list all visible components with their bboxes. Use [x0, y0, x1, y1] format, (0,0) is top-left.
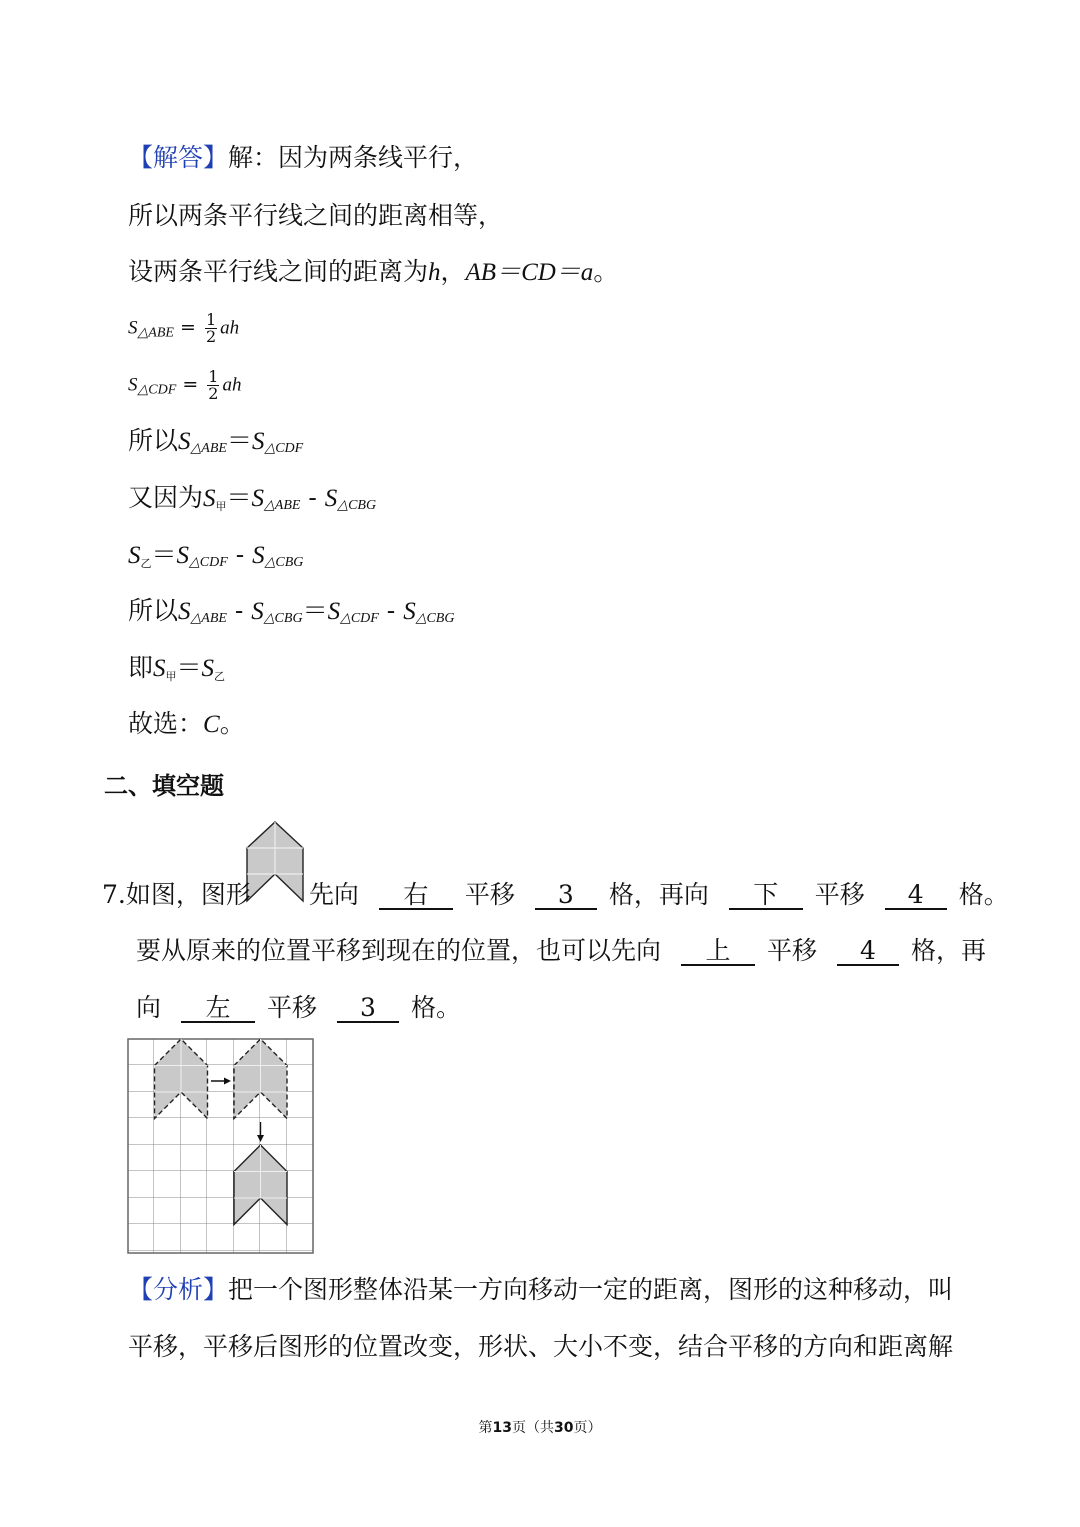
answer-blank-4: 4 — [885, 882, 947, 910]
text: 所以 — [128, 426, 179, 455]
text: 要从原来的位置平移到现在的位置，也可以先向 — [136, 936, 662, 965]
answer-blank-7: 左 — [181, 995, 255, 1023]
subscript: △CBG — [263, 611, 303, 626]
s-symbol: S — [324, 485, 338, 512]
s-symbol: S — [201, 655, 215, 682]
answer-blank-6: 4 — [837, 938, 899, 966]
section-heading: 二、填空题 — [104, 772, 224, 800]
s-symbol: S — [128, 542, 141, 569]
analysis-line-1 — [128, 1277, 953, 1302]
s-symbol: S — [176, 542, 190, 569]
q7-line-3 — [136, 995, 461, 1023]
answer-line-7 — [128, 485, 376, 513]
text: 平移 — [464, 880, 515, 909]
text: 故选： — [128, 709, 204, 738]
denominator: 2 — [205, 327, 217, 346]
q7-intro: 如图，图形 — [125, 880, 251, 909]
equals: ＝ — [302, 596, 328, 625]
equals: ＝ — [226, 483, 252, 512]
s-symbol: S — [203, 485, 216, 512]
s-symbol: S — [251, 428, 265, 455]
text: 平移 — [814, 880, 865, 909]
text: 格。 — [958, 880, 1009, 909]
subscript: △CDF — [340, 611, 379, 626]
subscript: △ABE — [264, 498, 301, 513]
var-h: h — [428, 259, 441, 286]
answer-line-3 — [128, 259, 618, 285]
s-symbol: S — [128, 317, 138, 339]
equals: ＝ — [151, 540, 177, 569]
subscript: △CBG — [337, 498, 377, 513]
text: 格。 — [410, 993, 461, 1022]
minus: - — [300, 483, 325, 512]
subscript: 甲 — [215, 500, 227, 513]
numerator: 1 — [205, 310, 217, 329]
translation-grid-diagram — [127, 1038, 317, 1256]
subscript: △ABE — [137, 325, 174, 341]
text: 所以 — [128, 596, 179, 625]
subscript: △CBG — [264, 555, 304, 570]
answer-text-3: 设两条平行线之间的距离为 — [128, 257, 429, 286]
answer-blank-3: 下 — [729, 882, 803, 910]
subscript: 乙 — [140, 557, 152, 570]
analysis-text-1: 把一个图形整体沿某一方向移动一定的距离，图形的这种移动，叫 — [228, 1275, 954, 1304]
ah: ah — [222, 374, 242, 396]
s-symbol: S — [403, 598, 416, 625]
answer-blank-1: 右 — [379, 882, 453, 910]
current-page: 13 — [492, 1420, 512, 1436]
subscript: △CDF — [264, 441, 304, 456]
text: 即 — [128, 653, 154, 682]
footer-text: 第 — [478, 1420, 493, 1436]
s-symbol: S — [252, 542, 265, 569]
answer-blank-5: 上 — [681, 938, 755, 966]
answer-text-2: 所以两条平行线之间的距离相等， — [128, 201, 504, 230]
answer-line-2 — [128, 203, 503, 228]
q7-line-2 — [136, 938, 986, 966]
text: 格，再 — [910, 936, 986, 965]
total-pages: 30 — [554, 1420, 574, 1436]
question-number: 7. — [102, 880, 126, 909]
answer-line-9 — [128, 598, 454, 626]
s-symbol: S — [327, 598, 341, 625]
equals: ＝ — [226, 426, 252, 455]
fraction-half — [207, 369, 219, 402]
fraction-half — [205, 312, 217, 345]
text: 平移 — [766, 936, 817, 965]
analysis-text-2: 平移，平移后图形的位置改变，形状、大小不变，结合平移的方向和距离解 — [128, 1332, 954, 1361]
subscript: 甲 — [165, 670, 177, 683]
page-footer — [0, 1417, 1080, 1437]
text: 先向 — [308, 880, 359, 909]
q7-line-1 — [102, 882, 1009, 910]
subscript: △ABE — [190, 611, 227, 626]
numerator: 1 — [208, 367, 219, 386]
footer-text: 页（共 — [512, 1420, 554, 1436]
minus: - — [227, 540, 253, 569]
footer-text: 页） — [573, 1420, 602, 1436]
text: 向 — [136, 993, 162, 1022]
subscript: △CDF — [137, 382, 177, 398]
s-symbol: S — [128, 374, 138, 396]
subscript: 乙 — [214, 670, 226, 683]
answer-tag: 【解答】 — [128, 143, 229, 172]
answer-line-10 — [128, 655, 225, 682]
answer-line-6 — [128, 428, 303, 456]
answer-line-1 — [128, 145, 478, 170]
equals: ＝ — [176, 653, 202, 682]
period: 。 — [593, 257, 619, 286]
text: 又因为 — [128, 483, 204, 512]
minus: - — [378, 596, 404, 625]
s-symbol: S — [178, 428, 191, 455]
period: 。 — [219, 709, 245, 738]
equation-ab-cd: AB＝CD＝a — [465, 259, 594, 286]
s-symbol: S — [251, 485, 265, 512]
comma: ， — [440, 257, 466, 286]
answer-line-11 — [128, 711, 245, 737]
answer-blank-2: 3 — [535, 882, 597, 910]
minus: - — [226, 596, 252, 625]
s-symbol: S — [153, 655, 166, 682]
formula-abe — [128, 312, 239, 345]
text: 平移 — [266, 993, 317, 1022]
equals: = — [182, 373, 199, 396]
answer-blank-8: 3 — [337, 995, 399, 1023]
text: 格，再向 — [608, 880, 709, 909]
analysis-tag: 【分析】 — [128, 1275, 229, 1304]
equals: = — [179, 316, 196, 339]
analysis-line-2 — [128, 1334, 953, 1359]
answer-line-8 — [128, 542, 303, 570]
subscript: △CDF — [189, 555, 228, 570]
formula-cdf — [128, 369, 241, 402]
ah: ah — [220, 317, 240, 339]
subscript: △CBG — [415, 611, 455, 626]
answer-text-1: 解：因为两条线平行， — [228, 143, 479, 172]
s-symbol: S — [178, 598, 191, 625]
denominator: 2 — [208, 384, 219, 403]
subscript: △ABE — [190, 441, 227, 456]
choice-c: C — [203, 711, 220, 738]
s-symbol: S — [251, 598, 264, 625]
